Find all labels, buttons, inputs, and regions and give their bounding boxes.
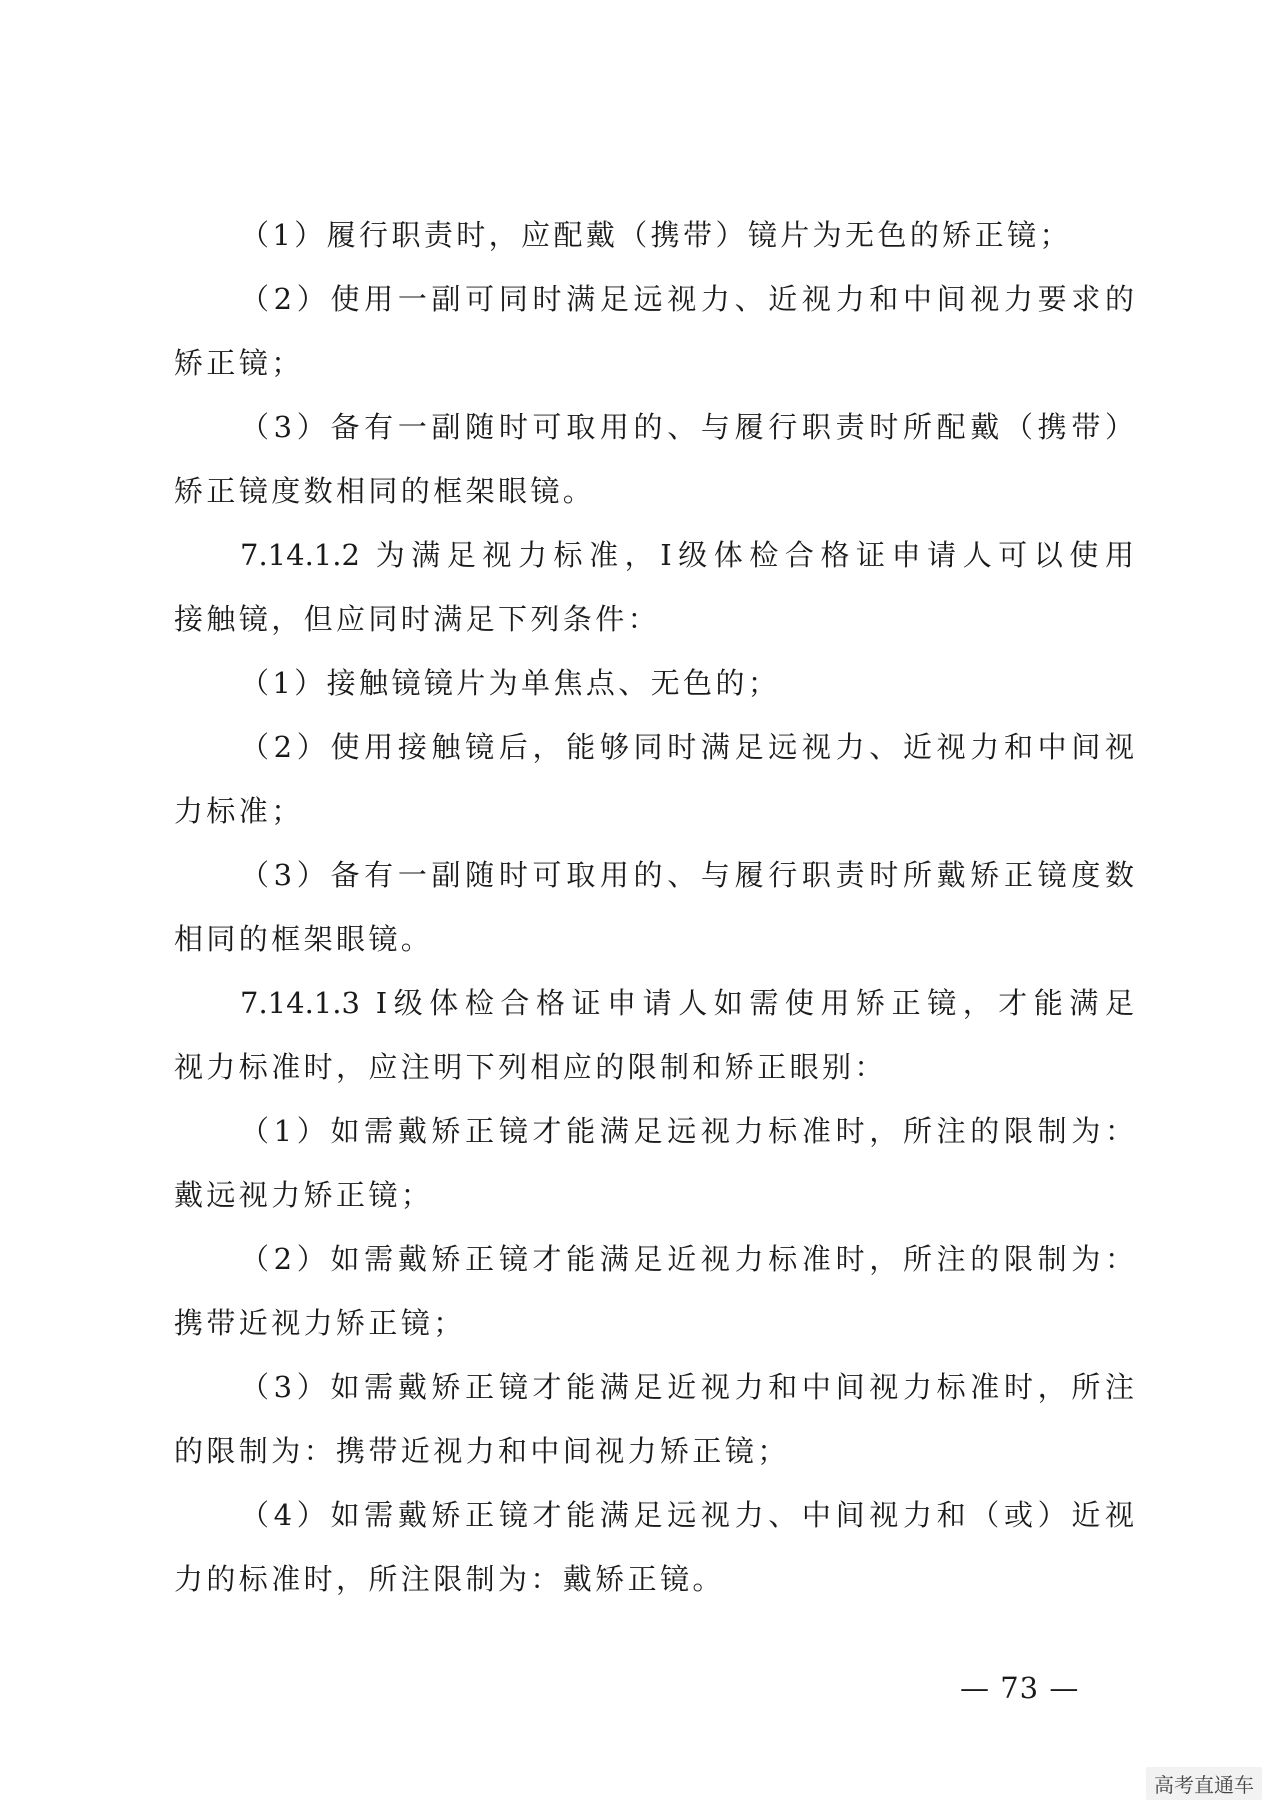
text-line: （1）如需戴矫正镜才能满足远视力标准时，所注的限制为： (240, 1114, 1134, 1148)
watermark-label: 高考直通车 (1146, 1767, 1262, 1800)
text-line: 矫正镜度数相同的框架眼镜。 (174, 474, 596, 508)
text-line: （1）接触镜镜片为单焦点、无色的； (240, 666, 781, 700)
text-line: （2）使用一副可同时满足远视力、近视力和中间视力要求的 (240, 282, 1134, 316)
text-line: 的限制为：携带近视力和中间视力矫正镜； (174, 1434, 790, 1468)
text-line: 7.14.1.2 为满足视力标准，Ⅰ级体检合格证申请人可以使用 (240, 538, 1134, 572)
text-line: （4）如需戴矫正镜才能满足远视力、中间视力和（或）近视 (240, 1498, 1134, 1532)
text-line: 戴远视力矫正镜； (174, 1178, 434, 1212)
text-line: 力标准； (174, 794, 304, 828)
text-line: （2）如需戴矫正镜才能满足近视力标准时，所注的限制为： (240, 1242, 1134, 1276)
text-line: 视力标准时，应注明下列相应的限制和矫正眼别： (174, 1050, 887, 1084)
text-line: 接触镜，但应同时满足下列条件： (174, 602, 661, 636)
text-line: 力的标准时，所注限制为：戴矫正镜。 (174, 1562, 725, 1596)
text-line: 7.14.1.3 Ⅰ级体检合格证申请人如需使用矫正镜，才能满足 (240, 986, 1134, 1020)
text-line: （3）如需戴矫正镜才能满足近视力和中间视力标准时，所注 (240, 1370, 1134, 1404)
text-line: （3）备有一副随时可取用的、与履行职责时所配戴（携带） (240, 410, 1134, 444)
text-line: 矫正镜； (174, 346, 304, 380)
text-line: （2）使用接触镜后，能够同时满足远视力、近视力和中间视 (240, 730, 1134, 764)
text-line: （3）备有一副随时可取用的、与履行职责时所戴矫正镜度数 (240, 858, 1134, 892)
page-number: — 73 — (960, 1671, 1080, 1705)
text-line: 相同的框架眼镜。 (174, 922, 434, 956)
text-line: 携带近视力矫正镜； (174, 1306, 466, 1340)
text-line: （1）履行职责时，应配戴（携带）镜片为无色的矫正镜； (240, 218, 1072, 252)
